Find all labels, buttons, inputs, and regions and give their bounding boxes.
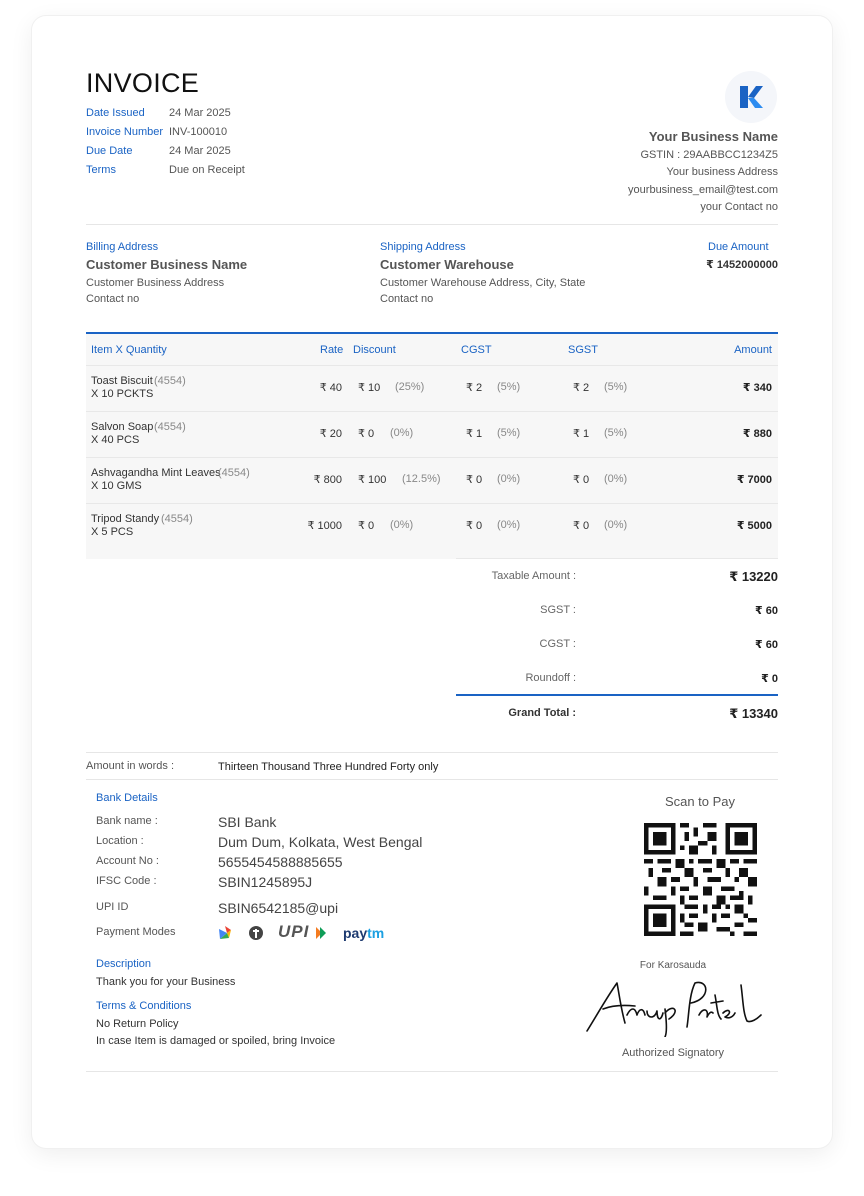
item-sgst-pct: (5%) <box>604 381 628 393</box>
item-discount: ₹ 10 <box>358 382 381 394</box>
item-name: Toast Biscuit <box>91 375 153 387</box>
item-cgst-pct: (0%) <box>497 473 521 485</box>
header-cgst: CGST <box>461 344 492 356</box>
roundoff-amount: ₹ 0 <box>761 673 778 685</box>
roundoff-label: Roundoff : <box>525 672 576 684</box>
table-row <box>86 503 778 559</box>
google-pay-icon <box>217 925 233 941</box>
meta-label: Invoice Number <box>86 126 164 138</box>
terms-line-2: In case Item is damaged or spoiled, bring Invoice <box>96 1035 336 1047</box>
item-name: Ashvagandha Mint Leaves <box>91 467 221 479</box>
divider <box>86 1071 778 1072</box>
bank-name: SBI Bank <box>218 814 277 830</box>
item-amount: ₹ 7000 <box>736 474 772 486</box>
bank-account-label: Account No : <box>96 855 159 867</box>
taxable-amount: ₹ 13220 <box>729 569 778 584</box>
meta-label: Terms <box>86 164 116 176</box>
grand-total-amount: ₹ 13340 <box>729 706 778 721</box>
item-rate: ₹ 20 <box>319 428 342 440</box>
item-sgst: ₹ 1 <box>573 428 590 440</box>
bank-upi-label: UPI ID <box>96 901 129 913</box>
item-rate: ₹ 800 <box>313 474 342 486</box>
item-cgst: ₹ 0 <box>466 474 483 486</box>
item-qty: X 5 PCS <box>91 526 134 538</box>
grand-total-label: Grand Total : <box>508 707 576 719</box>
shipping-name: Customer Warehouse <box>380 257 514 272</box>
item-sgst: ₹ 2 <box>573 382 590 394</box>
bank-heading: Bank Details <box>96 792 158 804</box>
cgst-amount: ₹ 60 <box>755 639 778 651</box>
bank-upi: SBIN6542185@upi <box>218 900 339 916</box>
due-amount: ₹ 1452000000 <box>706 259 778 271</box>
handwritten-signature <box>583 975 765 1037</box>
header-sgst: SGST <box>568 344 598 356</box>
bank-location-label: Location : <box>96 835 144 847</box>
item-code: (4554) <box>154 375 186 387</box>
item-name: Salvon Soap <box>91 421 154 433</box>
divider <box>86 224 778 225</box>
item-amount: ₹ 340 <box>742 382 772 394</box>
item-sgst-pct: (0%) <box>604 473 628 485</box>
item-code: (4554) <box>218 467 250 479</box>
item-rate: ₹ 1000 <box>307 520 342 532</box>
item-cgst-pct: (5%) <box>497 427 521 439</box>
upi-logo-icon: UPI <box>278 922 310 941</box>
meta-value: INV-100010 <box>169 126 228 138</box>
header-amount: Amount <box>734 344 772 356</box>
item-cgst-pct: (0%) <box>497 519 521 531</box>
item-discount-pct: (25%) <box>395 381 425 393</box>
terms-line-1: No Return Policy <box>96 1018 179 1030</box>
description-heading: Description <box>96 958 152 970</box>
words-value: Thirteen Thousand Three Hundred Forty only <box>218 761 439 773</box>
item-amount: ₹ 5000 <box>736 520 772 532</box>
meta-label: Date Issued <box>86 107 145 119</box>
meta-label: Due Date <box>86 145 133 157</box>
shipping-contact: Contact no <box>380 293 434 305</box>
sgst-amount: ₹ 60 <box>755 605 778 617</box>
bank-account: 5655454588885655 <box>218 854 343 870</box>
payment-modes-label: Payment Modes <box>96 926 176 938</box>
item-qty: X 10 PCKTS <box>91 388 154 400</box>
business-gstin: GSTIN : 29AABBCC1234Z5 <box>640 149 778 161</box>
logo-k-icon <box>725 71 777 123</box>
meta-value: 24 Mar 2025 <box>169 145 231 157</box>
item-amount: ₹ 880 <box>742 428 772 440</box>
grand-total-divider <box>456 694 778 696</box>
item-qty: X 40 PCS <box>91 434 140 446</box>
business-email: yourbusiness_email@test.com <box>628 184 778 196</box>
summary-divider <box>456 558 778 559</box>
item-cgst: ₹ 1 <box>466 428 483 440</box>
business-logo <box>725 71 777 123</box>
shipping-heading: Shipping Address <box>380 241 466 253</box>
words-label: Amount in words : <box>86 760 175 772</box>
paytm-pay-text: pay <box>343 925 368 941</box>
bank-name-label: Bank name : <box>96 815 158 827</box>
item-rate: ₹ 40 <box>319 382 342 394</box>
table-row <box>86 457 778 503</box>
bank-ifsc-label: IFSC Code : <box>96 875 157 887</box>
invoice-title: INVOICE <box>86 68 200 98</box>
item-sgst-pct: (0%) <box>604 519 628 531</box>
terms-heading: Terms & Conditions <box>96 1000 192 1012</box>
divider <box>86 752 778 753</box>
billing-address: Customer Business Address <box>86 277 225 289</box>
item-code: (4554) <box>161 513 193 525</box>
description-text: Thank you for your Business <box>96 976 236 988</box>
header-item: Item X Quantity <box>91 344 167 356</box>
item-name: Tripod Standy <box>91 513 160 525</box>
item-sgst: ₹ 0 <box>573 474 590 486</box>
item-cgst: ₹ 2 <box>466 382 483 394</box>
signature-for-label: For Karosauda <box>639 960 707 971</box>
item-discount-pct: (12.5%) <box>402 473 441 485</box>
cgst-label: CGST : <box>539 638 576 650</box>
meta-value: 24 Mar 2025 <box>169 107 231 119</box>
shipping-address: Customer Warehouse Address, City, State <box>380 277 586 289</box>
billing-name: Customer Business Name <box>86 257 248 272</box>
phonepe-icon <box>248 925 264 941</box>
item-discount: ₹ 100 <box>358 474 387 486</box>
business-address: Your business Address <box>666 166 778 178</box>
billing-heading: Billing Address <box>86 241 159 253</box>
signature-title: Authorized Signatory <box>621 1047 725 1059</box>
item-qty: X 10 GMS <box>91 480 142 492</box>
qr-code-icon <box>644 823 757 936</box>
billing-contact: Contact no <box>86 293 140 305</box>
bank-ifsc: SBIN1245895J <box>218 874 313 890</box>
paytm-logo-icon <box>343 925 384 941</box>
item-discount-pct: (0%) <box>390 519 414 531</box>
header-discount: Discount <box>353 344 396 356</box>
item-cgst-pct: (5%) <box>497 381 521 393</box>
divider <box>86 779 778 780</box>
business-contact: your Contact no <box>700 201 778 213</box>
business-name: Your Business Name <box>648 129 778 144</box>
item-sgst: ₹ 0 <box>573 520 590 532</box>
scan-to-pay-label: Scan to Pay <box>664 794 736 809</box>
table-row <box>86 365 778 411</box>
sgst-label: SGST : <box>540 604 576 616</box>
item-discount-pct: (0%) <box>390 427 414 439</box>
due-heading: Due Amount <box>708 241 769 253</box>
taxable-label: Taxable Amount : <box>491 570 576 582</box>
header-rate: Rate <box>320 344 344 356</box>
table-row <box>86 411 778 457</box>
item-sgst-pct: (5%) <box>604 427 628 439</box>
meta-value: Due on Receipt <box>169 164 245 176</box>
item-discount: ₹ 0 <box>358 428 375 440</box>
upi-arrow-icon <box>313 926 327 940</box>
item-code: (4554) <box>154 421 186 433</box>
table-header <box>86 332 778 365</box>
bank-location: Dum Dum, Kolkata, West Bengal <box>218 834 423 850</box>
paytm-tm-text: tm <box>367 925 385 941</box>
item-cgst: ₹ 0 <box>466 520 483 532</box>
items-table <box>86 332 778 559</box>
item-discount: ₹ 0 <box>358 520 375 532</box>
